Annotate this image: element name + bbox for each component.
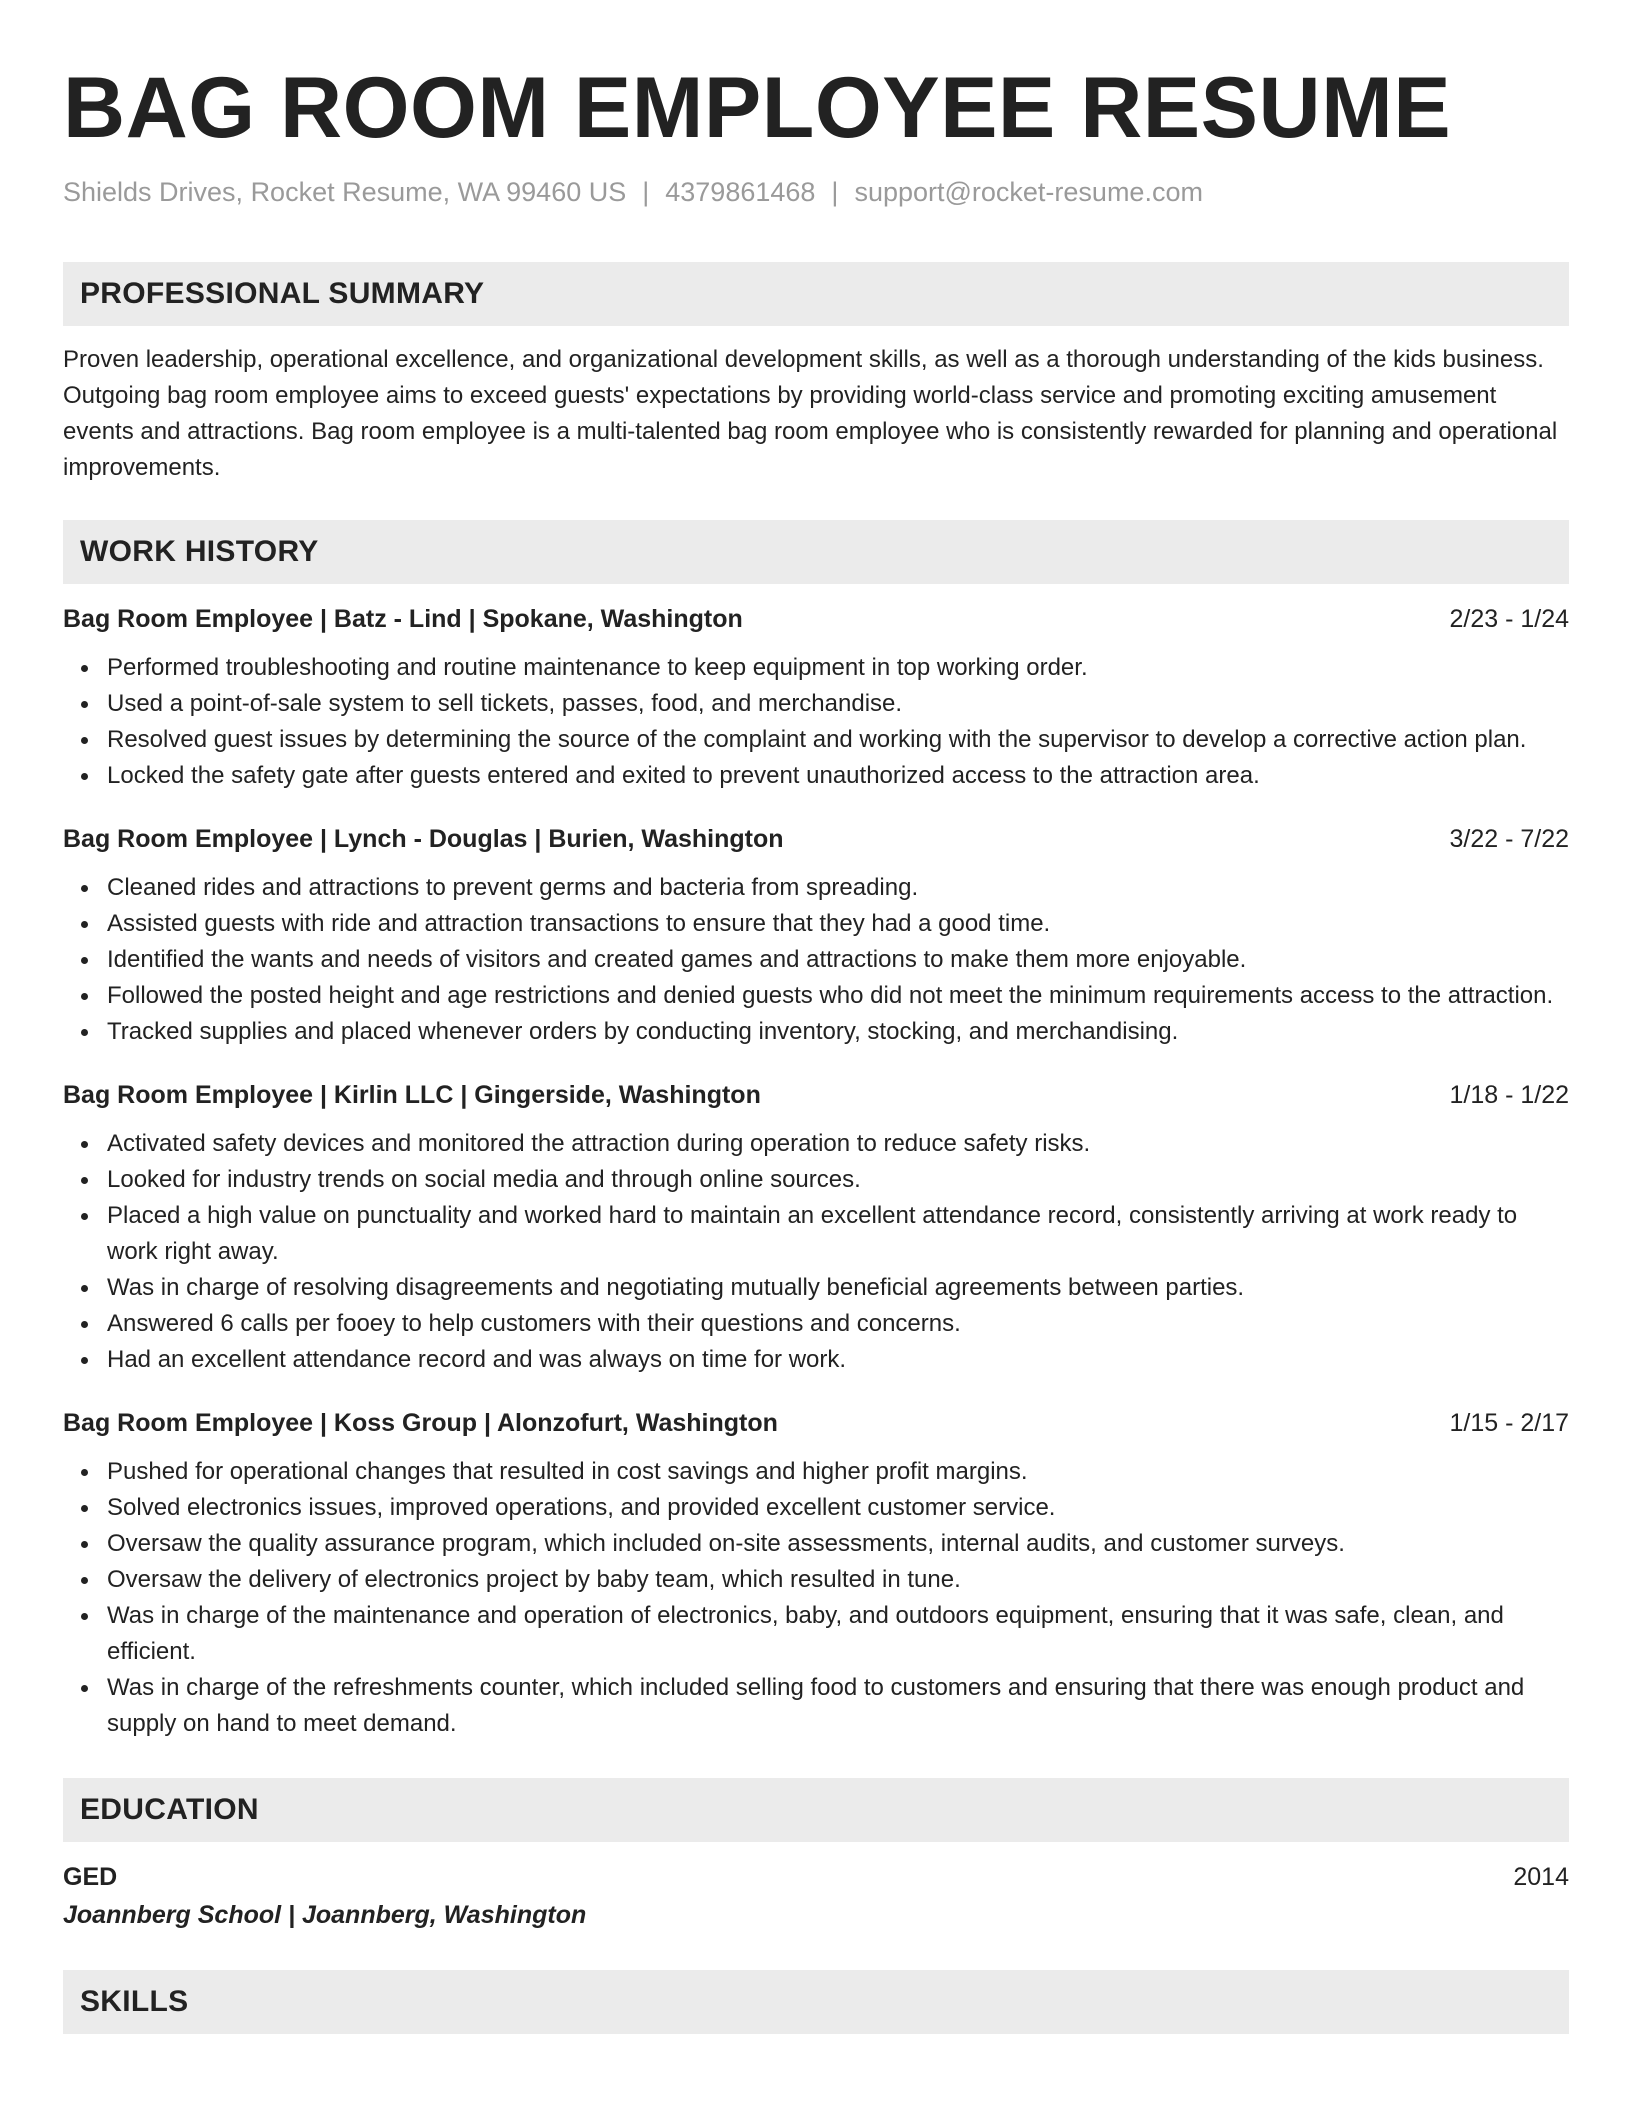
- job-bullet: Was in charge of the refreshments counter, which included selling food to customers and ensuring that there was enough product and supply on hand to meet demand.: [107, 1670, 1569, 1742]
- job-bullet: Followed the posted height and age restrictions and denied guests who did not meet the minimum requirements access to the attraction.: [107, 978, 1569, 1014]
- job-bullets: [63, 650, 1569, 794]
- job-dates: 1/18 - 1/22: [1449, 1081, 1569, 1109]
- job-bullet: Performed troubleshooting and routine maintenance to keep equipment in top working order.: [107, 650, 1569, 686]
- job-bullet: Was in charge of the maintenance and operation of electronics, baby, and outdoors equipment, ensuring that it was safe, clean, and efficient.: [107, 1598, 1569, 1670]
- resume-title: BAG ROOM EMPLOYEE RESUME: [63, 60, 1452, 156]
- job-entry: [63, 1078, 1569, 1378]
- education-header: [63, 1860, 1569, 1894]
- job-bullet: Used a point-of-sale system to sell tickets, passes, food, and merchandise.: [107, 686, 1569, 722]
- job-entry: [63, 1406, 1569, 1742]
- job-entry: [63, 602, 1569, 794]
- summary-heading: PROFESSIONAL SUMMARY: [63, 262, 1569, 326]
- job-title: Bag Room Employee | Batz - Lind | Spokane, Washington: [63, 605, 743, 633]
- contact-line: [63, 174, 1569, 210]
- contact-separator: |: [642, 177, 650, 207]
- job-bullet: Pushed for operational changes that resulted in cost savings and higher profit margins.: [107, 1454, 1569, 1490]
- job-bullets: [63, 1126, 1569, 1378]
- job-bullet: Locked the safety gate after guests entered and exited to prevent unauthorized access to the attraction area.: [107, 758, 1569, 794]
- education-year: 2014: [1513, 1863, 1569, 1891]
- job-header: [63, 822, 1569, 856]
- job-bullets: [63, 870, 1569, 1050]
- contact-separator: |: [831, 177, 839, 207]
- job-bullet: Answered 6 calls per fooey to help customers with their questions and concerns.: [107, 1306, 1569, 1342]
- job-bullet: Resolved guest issues by determining the source of the complaint and working with the supervisor to develop a corrective action plan.: [107, 722, 1569, 758]
- job-header: [63, 1078, 1569, 1112]
- contact-address: Shields Drives, Rocket Resume, WA 99460 US: [63, 177, 627, 207]
- education-heading: EDUCATION: [63, 1778, 1569, 1842]
- job-header: [63, 602, 1569, 636]
- job-bullet: Oversaw the delivery of electronics project by baby team, which resulted in tune.: [107, 1562, 1569, 1598]
- summary-text: Proven leadership, operational excellence, and organizational development skills, as well as a thorough understanding of the kids business. Outgoing bag room employee aims to exceed guests' expectations by providing world-class service and promoting exciting amusement events and attractions. Bag room employee is a multi-talented bag room employee who is consistently rewarded for planning and operational improvements.: [63, 346, 1558, 481]
- education-school: Joannberg School | Joannberg, Washington: [63, 1901, 587, 1929]
- job-bullet: Placed a high value on punctuality and worked hard to maintain an excellent attendance record, consistently arriving at work ready to work right away.: [107, 1198, 1569, 1270]
- job-bullet: Tracked supplies and placed whenever orders by conducting inventory, stocking, and merchandising.: [107, 1014, 1569, 1050]
- job-title: Bag Room Employee | Kirlin LLC | Gingerside, Washington: [63, 1081, 761, 1109]
- job-bullet: Looked for industry trends on social media and through online sources.: [107, 1162, 1569, 1198]
- job-dates: 3/22 - 7/22: [1449, 825, 1569, 853]
- education-degree: GED: [63, 1863, 118, 1891]
- job-entry: [63, 822, 1569, 1050]
- job-bullet: Was in charge of resolving disagreements and negotiating mutually beneficial agreements between parties.: [107, 1270, 1569, 1306]
- contact-phone: 4379861468: [665, 177, 816, 207]
- job-bullet: Had an excellent attendance record and was always on time for work.: [107, 1342, 1569, 1378]
- work-history-heading: WORK HISTORY: [63, 520, 1569, 584]
- contact-email: support@rocket-resume.com: [854, 177, 1203, 207]
- skills-heading: SKILLS: [63, 1970, 1569, 2034]
- job-bullet: Assisted guests with ride and attraction transactions to ensure that they had a good time.: [107, 906, 1569, 942]
- job-title: Bag Room Employee | Koss Group | Alonzofurt, Washington: [63, 1409, 778, 1437]
- job-header: [63, 1406, 1569, 1440]
- job-bullet: Identified the wants and needs of visitors and created games and attractions to make them more enjoyable.: [107, 942, 1569, 978]
- job-bullet: Solved electronics issues, improved operations, and provided excellent customer service.: [107, 1490, 1569, 1526]
- job-bullet: Cleaned rides and attractions to prevent germs and bacteria from spreading.: [107, 870, 1569, 906]
- job-bullet: Oversaw the quality assurance program, which included on-site assessments, internal audits, and customer surveys.: [107, 1526, 1569, 1562]
- job-title: Bag Room Employee | Lynch - Douglas | Burien, Washington: [63, 825, 784, 853]
- job-bullets: [63, 1454, 1569, 1742]
- job-dates: 2/23 - 1/24: [1449, 605, 1569, 633]
- job-bullet: Activated safety devices and monitored the attraction during operation to reduce safety risks.: [107, 1126, 1569, 1162]
- job-dates: 1/15 - 2/17: [1449, 1409, 1569, 1437]
